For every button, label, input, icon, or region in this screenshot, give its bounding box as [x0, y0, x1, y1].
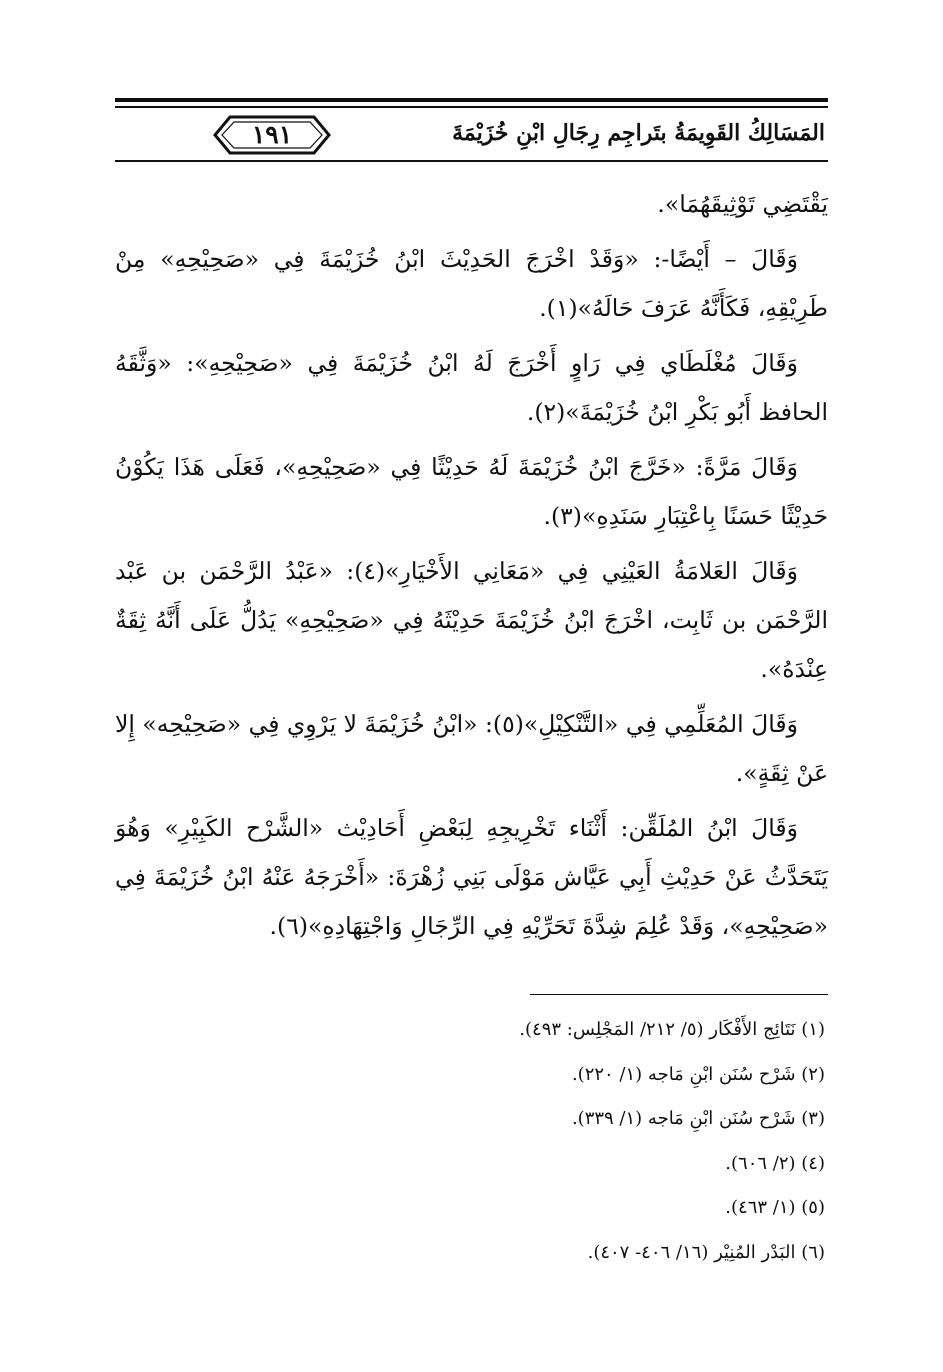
footnote: (٥) (١/ ٤٦٣).: [725, 1197, 825, 1218]
paragraph: وَقَالَ مَرَّةً: «خَرَّجَ ابْنُ خُزَيْمَةَ لَهُ حَدِيْثًا فِي «صَحِيْحِهِ»، فَعَلَى هَذَا يَكُوْنُ حَدِيْثًا حَسَنًا بِاعْتِبَارِ سَنَدِهِ»(٣).: [115, 453, 828, 530]
header-underline: [115, 160, 828, 162]
footnotes: [325, 1008, 825, 1275]
paragraph: وَقَالَ ابْنُ المُلَقِّن: أَثْنَاء تَخْرِيجِهِ لِبَعْضِ أَحَادِيْث «الشَّرْح الكَبِيْرِ» وَهُوَ يَتَحَدَّثُ عَنْ حَدِيْثِ أَبِي عَيَّاش مَوْلَى بَنِي زُهْرَةَ: «أَخْرَجَهُ عَنْهُ ابْنُ خُزَيْمَةَ فِي «صَحِيْحِهِ»، وَقَدْ عُلِمَ شِدَّةَ تَحَرِّيْهِ فِي الرِّجَالِ وَاجْتِهَادِهِ»(٦).: [115, 814, 828, 940]
header-rule-thin: [115, 106, 828, 108]
footnote: (٤) (٢/ ٦٠٦).: [725, 1152, 825, 1174]
footnote: (٢) شَرْح سُنَن ابْنِ مَاجه (١/ ٢٢٠).: [571, 1063, 825, 1085]
page-number-badge: [212, 114, 332, 156]
paragraph: وَقَالَ العَلامَةُ العَيْنِي فِي «مَعَانِي الأَخْيَارِ»(٤): «عَبْدُ الرَّحْمَن بن عَبْد الرَّحْمَن بن ثَابِت، اخْرَجَ ابْنُ خُزَيْمَةَ حَدِيْثَهُ فِي «صَحِيْحِهِ» يَدُلُّ عَلَى أَنَّهُ ثِقَةٌ عِنْدَهُ».: [115, 557, 828, 683]
page-number: ١٩١: [251, 120, 293, 149]
footnote-separator: [530, 994, 828, 995]
paragraph: يَقْتَضِي تَوْثِيقَهُمَا».: [657, 190, 828, 218]
header-rule-thick: [115, 98, 828, 102]
footnote: (٦) البَدْر المُنِيْر (١٦/ ٤٠٦- ٤٠٧).: [587, 1241, 825, 1263]
paragraph: وَقَالَ المُعَلِّمِي فِي «التَّنْكِيْلِ»(٥): «ابْنُ خُزَيْمَةَ لا يَرْوِي فِي «صَحِيْحِه» إِلا عَنْ ثِقَةٍ».: [115, 710, 828, 787]
footnote: (١) نَتَائِج الأَفْكَار (٥/ ٢١٢/ المَجْلِس: ٤٩٣).: [519, 1019, 825, 1040]
running-title: المَسَالِكُ القَوِيمَةُ بتَراجِم رِجَالِ ابْنِ خُزَيْمَةَ: [452, 120, 825, 146]
paragraph: وَقَالَ – أَيْضًا-: «وَقَدْ اخْرَجَ الحَدِيْثَ ابْنُ خُزَيْمَةَ فِي «صَحِيْحِهِ» مِنْ طَرِيْقِهِ، فَكَأَنَّهُ عَرَفَ حَالَهُ»(١).: [115, 245, 828, 322]
paragraph: وَقَالَ مُغْلَطَاي فِي رَاوٍ أَخْرَجَ لَهُ ابْنُ خُزَيْمَةَ فِي «صَحِيْحِهِ»: «وَثَّقَهُ الحافظ أَبُو بَكْرِ ابْنُ خُزَيْمَةَ»(٢).: [115, 349, 828, 426]
footnote: (٣) شَرْح سُنَن ابْنِ مَاجه (١/ ٣٣٩).: [571, 1108, 825, 1129]
main-text: [115, 180, 828, 957]
